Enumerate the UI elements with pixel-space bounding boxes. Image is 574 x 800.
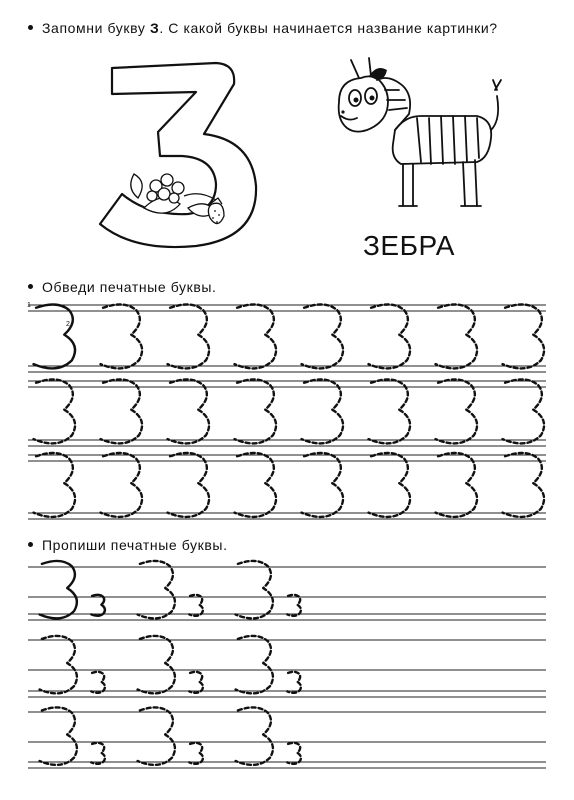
dashed-letter-upper bbox=[40, 636, 77, 693]
sample-letter-lower bbox=[91, 595, 105, 616]
dashed-letter-upper bbox=[436, 453, 478, 517]
trace-letters bbox=[34, 304, 545, 516]
dashed-letter-upper bbox=[138, 561, 175, 618]
picture-caption: ЗЕБРА bbox=[363, 230, 455, 261]
dashed-letter-lower bbox=[189, 672, 203, 693]
dashed-letter-upper bbox=[235, 304, 277, 368]
dashed-letter-upper bbox=[369, 453, 411, 517]
dashed-letter-upper bbox=[40, 707, 77, 764]
dashed-letter-upper bbox=[436, 304, 478, 368]
dashed-letter-upper bbox=[34, 453, 76, 517]
dashed-letter-upper bbox=[302, 453, 344, 517]
dashed-letter-lower bbox=[287, 595, 301, 616]
dashed-letter-upper bbox=[369, 304, 411, 368]
dashed-letter-upper bbox=[168, 453, 210, 517]
dashed-letter-upper bbox=[236, 636, 273, 693]
sample-letter-upper bbox=[34, 304, 76, 368]
stroke-number-1: 1 bbox=[27, 302, 31, 309]
dashed-letter-upper bbox=[302, 379, 344, 443]
instruction-text-rest: . С какой буквы начинается название картинки? bbox=[159, 20, 498, 36]
dashed-letter-upper bbox=[101, 304, 143, 368]
dashed-letter-upper bbox=[235, 453, 277, 517]
dashed-letter-upper bbox=[302, 304, 344, 368]
instruction-letter: З bbox=[149, 20, 160, 36]
dashed-letter-upper bbox=[34, 379, 76, 443]
instruction-text: Обведи печатные буквы. bbox=[42, 279, 217, 295]
dashed-letter-lower bbox=[91, 743, 105, 764]
instruction-write-letters bbox=[28, 537, 228, 553]
dashed-letter-upper bbox=[168, 379, 210, 443]
dashed-letter-upper bbox=[369, 379, 411, 443]
dashed-letter-lower bbox=[287, 672, 301, 693]
sample-letter-upper bbox=[40, 561, 77, 618]
bullet-icon bbox=[28, 542, 33, 547]
dashed-letter-upper bbox=[168, 304, 210, 368]
dashed-letter-upper bbox=[101, 379, 143, 443]
dashed-letter-upper bbox=[138, 636, 175, 693]
guide-lines-write bbox=[28, 567, 546, 768]
dashed-letter-upper bbox=[503, 379, 545, 443]
dashed-letter-upper bbox=[503, 453, 545, 517]
dashed-letter-upper bbox=[503, 304, 545, 368]
dashed-letter-upper bbox=[235, 379, 277, 443]
dashed-letter-lower bbox=[189, 743, 203, 764]
write-letters bbox=[40, 561, 301, 765]
dashed-letter-upper bbox=[236, 561, 273, 618]
dashed-letter-upper bbox=[436, 379, 478, 443]
dashed-letter-upper bbox=[138, 707, 175, 764]
instruction-text: Запомни букву bbox=[42, 20, 150, 36]
dashed-letter-upper bbox=[236, 707, 273, 764]
stroke-number-2: 2 bbox=[66, 321, 70, 328]
instruction-text: Пропиши печатные буквы. bbox=[42, 537, 228, 553]
dashed-letter-upper bbox=[101, 453, 143, 517]
dashed-letter-lower bbox=[287, 743, 301, 764]
dashed-letter-lower bbox=[91, 672, 105, 693]
dashed-letter-lower bbox=[189, 595, 203, 616]
